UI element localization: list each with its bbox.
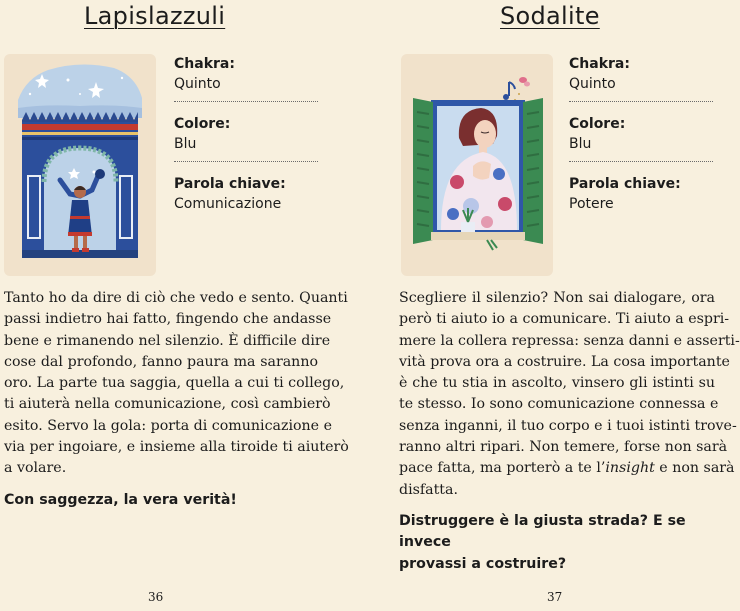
body-line: ranno altri ripari. Non temere, forse non sarà	[399, 439, 728, 456]
parola-chiave-field	[174, 174, 318, 234]
colore-label: Colore:	[569, 116, 626, 132]
colore-label: Colore:	[174, 116, 231, 132]
chakra-label: Chakra:	[174, 56, 235, 72]
colore-value: Blu	[174, 136, 197, 152]
closing-line: provassi a costruire?	[399, 555, 567, 572]
body-line: disfatta.	[399, 481, 458, 498]
dotted-divider	[174, 101, 318, 102]
parola-chiave-label: Parola chiave:	[569, 176, 681, 192]
colore-field	[174, 114, 318, 174]
sodalite-card-illustration	[401, 54, 553, 276]
dotted-divider	[569, 101, 713, 102]
body-line: oro. La parte tua saggia, quella a cui ti collego,	[4, 375, 345, 392]
chakra-field	[174, 54, 318, 114]
page-title: Lapislazzuli	[84, 2, 226, 30]
colore-value: Blu	[569, 136, 592, 152]
right-page	[397, 0, 740, 611]
body-line: via per ingoiare, e insieme alla tiroide ti aiuterò	[4, 439, 349, 456]
card-info	[174, 54, 318, 234]
body-line: esito. Servo la gola: porta di comunicazione e	[4, 417, 332, 434]
body-fragment: e non sarà	[654, 460, 735, 477]
card-info	[569, 54, 713, 234]
closing-question	[399, 511, 717, 575]
parola-chiave-value: Comunicazione	[174, 196, 282, 212]
colore-field	[569, 114, 713, 174]
body-line: mere la collera repressa: senza danni e asserti-	[399, 332, 740, 349]
closing-line: Distruggere è la giusta strada? E se invece	[399, 513, 686, 551]
parola-chiave-value: Potere	[569, 196, 614, 212]
insight-italic: insight	[605, 460, 655, 477]
body-line: vità prova ora a costruire. La cosa importante	[399, 353, 730, 370]
body-line-insight	[399, 458, 735, 479]
chakra-label: Chakra:	[569, 56, 630, 72]
page-number: 37	[547, 590, 563, 604]
body-line: Tanto ho da dire di ciò che vedo e sento. Quanti	[4, 290, 348, 306]
body-line: Scegliere il silenzio? Non sai dialogare, ora	[399, 290, 715, 306]
chakra-field	[569, 54, 713, 114]
body-line: senza inganni, il tuo corpo e i tuoi istinti trove-	[399, 417, 737, 434]
body-line: a volare.	[4, 460, 67, 477]
body-line: ti aiuterà nella comunicazione, così cambierò	[4, 396, 331, 413]
dotted-divider	[174, 161, 318, 162]
body-line: bene e rimanendo nel silenzio. È difficile dire	[4, 332, 331, 349]
body-fragment: pace fatta, ma porterò a te l’	[399, 460, 606, 477]
body-line: però ti aiuto io a comunicare. Ti aiuto a espri-	[399, 311, 730, 328]
body-line: passi indietro hai fatto, fingendo che andasse	[4, 311, 332, 328]
body-paragraph	[4, 288, 349, 480]
page-title: Sodalite	[500, 2, 600, 30]
parola-chiave-label: Parola chiave:	[174, 176, 286, 192]
chakra-value: Quinto	[569, 76, 616, 92]
body-paragraph	[399, 288, 740, 501]
lapislazzuli-card-illustration	[4, 54, 156, 276]
body-line: è che tu stia in ascolto, vinsero gli istinti su	[399, 375, 715, 392]
parola-chiave-field	[569, 174, 713, 234]
closing-line: Con saggezza, la vera verità!	[4, 492, 237, 508]
arch-figure-illustration	[4, 54, 156, 276]
body-line: te stesso. Io sono comunicazione connessa e	[399, 396, 719, 413]
dotted-divider	[569, 161, 713, 162]
page-number: 36	[148, 590, 164, 604]
body-line: cose dal profondo, fanno paura ma saranno	[4, 353, 318, 370]
chakra-value: Quinto	[174, 76, 221, 92]
left-page	[0, 0, 349, 611]
window-woman-illustration	[401, 54, 553, 276]
